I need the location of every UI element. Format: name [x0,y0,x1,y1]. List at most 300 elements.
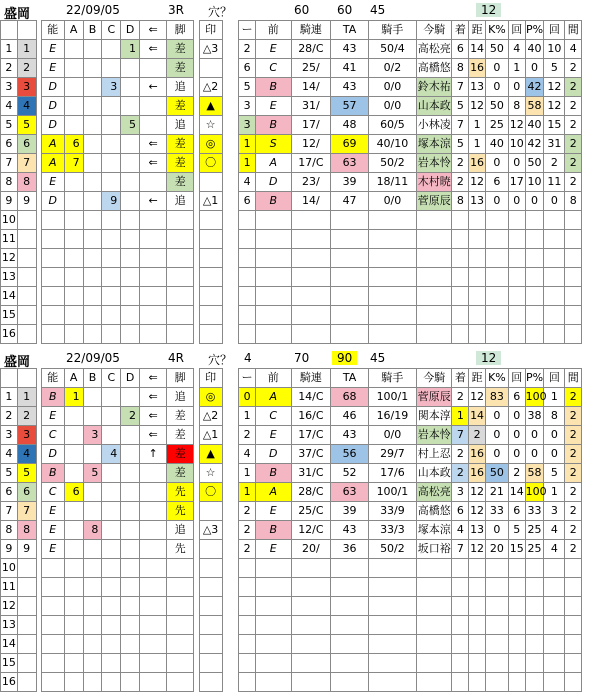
cell-nou: D [41,78,64,97]
cell-arr [140,597,167,616]
waku-number: 3 [17,426,36,445]
cell-ma: 2 [565,540,582,559]
cell-kr [291,287,331,306]
cell-nou: D [41,116,64,135]
cell-k: 4 [239,173,256,192]
cell-a [64,97,83,116]
cell-a [64,673,83,692]
cell-c [102,616,121,635]
cell-kr: 12/ [291,135,331,154]
cell-pp [525,635,544,654]
cell-nou: D [41,97,64,116]
cell-d [121,211,140,230]
table-row [1,325,599,344]
cell-pa [544,559,565,578]
column-header: 騎手 [368,369,416,388]
cell-a [64,306,83,325]
table-row [1,616,599,635]
cell-a [64,230,83,249]
cell-dist: 16 [469,154,486,173]
cell-kr: 37/C [291,445,331,464]
waku-number: 5 [17,464,36,483]
cell-c [102,578,121,597]
waku-number [17,635,36,654]
cell-nou [41,268,64,287]
table-row [1,654,599,673]
cell-a [64,325,83,344]
cell-pa: 0 [544,426,565,445]
column-header: 間 [565,369,582,388]
column-header: 回 [544,369,565,388]
column-header: 回 [508,369,525,388]
waku-number [17,249,36,268]
cell-arr [140,559,167,578]
cell-a: 6 [64,135,83,154]
cell-ka [508,673,525,692]
mark-cell: △3 [199,521,222,540]
cell-ma: 2 [565,502,582,521]
cell-ta: 39 [331,502,369,521]
row-number: 4 [1,445,18,464]
row-number: 4 [1,97,18,116]
column-header-row [1,21,599,40]
cell-nou: E [41,502,64,521]
cell-ima [416,654,452,673]
cell-ch [452,635,469,654]
cell-pa: 4 [544,540,565,559]
cell-nou [41,559,64,578]
cell-a: 6 [64,483,83,502]
cell-leg: 差 [167,59,194,78]
waku-number [17,268,36,287]
cell-kp: 0 [485,59,508,78]
cell-ch: 1 [452,407,469,426]
cell-a [64,59,83,78]
cell-kr: 14/C [291,388,331,407]
race-number: 4R [168,351,184,365]
cell-kj [368,306,416,325]
cell-ch [452,654,469,673]
cell-ima: 小林凌 [416,116,452,135]
cell-c [102,388,121,407]
cell-kj [368,559,416,578]
cell-kp: 40 [485,135,508,154]
cell-leg [167,230,194,249]
cell-c [102,268,121,287]
cell-ka: 0 [508,78,525,97]
gap [222,211,239,230]
cell-kp [485,249,508,268]
cell-kj [368,673,416,692]
cell-d [121,268,140,287]
gap [222,369,239,388]
cell-ma: 2 [565,59,582,78]
cell-leg: 差 [167,464,194,483]
column-header: TA [331,369,369,388]
cell-pa [544,306,565,325]
cell-leg: 先 [167,502,194,521]
waku-number: 5 [17,116,36,135]
mark-cell: ◎ [199,388,222,407]
cell-d [121,59,140,78]
cell-b [83,59,102,78]
waku-number: 4 [17,97,36,116]
cell-pp: 0 [525,445,544,464]
cell-nou: A [41,135,64,154]
cell-ta [331,673,369,692]
cell-kp [485,635,508,654]
cell-d [121,654,140,673]
cell-kp [485,268,508,287]
cell-ka [508,230,525,249]
cell-c [102,597,121,616]
cell-ma: 2 [565,426,582,445]
gap [222,173,239,192]
cell-arr [140,306,167,325]
gap [222,502,239,521]
cell-b [83,116,102,135]
cell-arr [140,521,167,540]
cell-d [121,388,140,407]
cell-ka: 8 [508,97,525,116]
race-header [0,0,606,20]
cell-c [102,230,121,249]
cell-ch [452,249,469,268]
cell-ch: 5 [452,135,469,154]
column-header: ⇐ [140,369,167,388]
mark-cell: ▲ [199,445,222,464]
cell-nou [41,230,64,249]
cell-k [239,635,256,654]
table-row [1,211,599,230]
mark-cell: ☆ [199,464,222,483]
row-number: 5 [1,464,18,483]
cell-b [83,616,102,635]
gap [582,502,599,521]
header-blank [17,21,36,40]
gap [582,654,599,673]
cell-dist [469,230,486,249]
cell-arr: ← [140,192,167,211]
column-header: K% [485,369,508,388]
cell-leg: 差 [167,97,194,116]
cell-kp: 50 [485,464,508,483]
cell-k: 5 [239,78,256,97]
cell-ka: 4 [508,40,525,59]
cell-ma [565,635,582,654]
cell-c [102,154,121,173]
cell-kp [485,654,508,673]
cell-pa [544,654,565,673]
cell-pa [544,325,565,344]
table-row [1,426,599,445]
cell-ta [331,230,369,249]
cell-ka: 0 [508,154,525,173]
cell-z [256,635,292,654]
mark-cell [199,540,222,559]
cell-ka [508,211,525,230]
cell-leg [167,325,194,344]
row-number: 6 [1,483,18,502]
cell-z: A [256,483,292,502]
cell-ch: 6 [452,502,469,521]
cell-ch: 6 [452,40,469,59]
cell-pp [525,230,544,249]
cell-z [256,306,292,325]
cell-ma: 2 [565,154,582,173]
gap [582,597,599,616]
column-header: D [121,369,140,388]
cell-ima: 高松亮 [416,483,452,502]
cell-kr: 20/ [291,540,331,559]
cell-ima [416,597,452,616]
cell-kj: 17/6 [368,464,416,483]
gap [582,388,599,407]
gap [582,97,599,116]
race-grid [0,20,599,344]
cell-c: 3 [102,78,121,97]
gap [582,306,599,325]
cell-kr [291,306,331,325]
cell-ta [331,325,369,344]
cell-d [121,445,140,464]
cell-pa [544,230,565,249]
cell-ma: 2 [565,97,582,116]
cell-ch [452,673,469,692]
cell-arr [140,287,167,306]
cell-a [64,40,83,59]
gap [222,635,239,654]
cell-pp [525,616,544,635]
cell-kj [368,597,416,616]
cell-leg: 先 [167,540,194,559]
cell-ma [565,268,582,287]
table-row [1,407,599,426]
cell-kp: 0 [485,78,508,97]
cell-kp [485,211,508,230]
cell-c [102,116,121,135]
column-header: ー [239,21,256,40]
cell-nou: D [41,192,64,211]
cell-z: D [256,173,292,192]
cell-b [83,559,102,578]
cell-ta [331,578,369,597]
cell-arr [140,211,167,230]
cell-kp [485,597,508,616]
mark-cell [199,635,222,654]
cell-z: A [256,388,292,407]
cell-ka: 6 [508,502,525,521]
cell-ima: 塚本涼 [416,135,452,154]
cell-pp [525,578,544,597]
cell-b [83,230,102,249]
cell-z: E [256,97,292,116]
distance-header: 12 [476,351,501,365]
cell-dist: 16 [469,464,486,483]
cell-kp [485,230,508,249]
cell-ima [416,635,452,654]
cell-kr: 31/ [291,97,331,116]
cell-ma [565,287,582,306]
cell-c [102,635,121,654]
cell-leg: 差 [167,154,194,173]
cell-pp: 25 [525,521,544,540]
cell-kp [485,287,508,306]
cell-d [121,173,140,192]
cell-ch: 7 [452,540,469,559]
cell-ima: 菅原辰 [416,388,452,407]
cell-pp: 10 [525,173,544,192]
ana-label: 穴？ [208,5,233,19]
gap [222,230,239,249]
cell-d: 2 [121,407,140,426]
cell-dist: 13 [469,192,486,211]
table-row [1,135,599,154]
cell-arr [140,116,167,135]
gap [582,635,599,654]
cell-dist: 12 [469,173,486,192]
cell-pa [544,211,565,230]
cell-kp: 33 [485,502,508,521]
race-header [0,348,606,368]
cell-dist: 12 [469,97,486,116]
cell-k [239,673,256,692]
cell-pp [525,287,544,306]
column-header: K% [485,21,508,40]
cell-dist: 12 [469,502,486,521]
cell-kp: 0 [485,426,508,445]
cell-kp: 50 [485,40,508,59]
cell-kr: 28/C [291,483,331,502]
cell-b [83,673,102,692]
cell-d [121,635,140,654]
cell-b: 8 [83,521,102,540]
cell-pp: 0 [525,192,544,211]
table-row [1,445,599,464]
cell-arr [140,654,167,673]
cell-z [256,249,292,268]
cell-pp [525,211,544,230]
cell-ma [565,325,582,344]
cell-arr [140,540,167,559]
cell-b [83,654,102,673]
cell-ma: 2 [565,135,582,154]
mark-cell [199,211,222,230]
column-header: 前 [256,369,292,388]
cell-pp: 40 [525,116,544,135]
row-number: 9 [1,540,18,559]
cell-ima: 村上忍 [416,445,452,464]
cell-leg: 差 [167,426,194,445]
cell-c [102,521,121,540]
cell-pa: 11 [544,173,565,192]
row-number: 3 [1,426,18,445]
cell-ta: 57 [331,97,369,116]
cell-kr: 17/ [291,116,331,135]
cell-z: E [256,502,292,521]
column-header: 前 [256,21,292,40]
cell-b [83,135,102,154]
cell-z: E [256,540,292,559]
cell-ta [331,559,369,578]
cell-c [102,211,121,230]
race-3r-table [0,0,606,344]
gap [222,483,239,502]
column-header: D [121,21,140,40]
cell-ma: 2 [565,445,582,464]
cell-a [64,116,83,135]
cell-dist [469,578,486,597]
cell-arr [140,268,167,287]
cell-dist: 2 [469,426,486,445]
cell-pa: 5 [544,59,565,78]
column-header: 能 [41,21,64,40]
mark-cell: △1 [199,192,222,211]
gap [222,249,239,268]
cell-b [83,268,102,287]
gap [582,154,599,173]
gap [582,211,599,230]
cell-ka: 12 [508,116,525,135]
cell-dist [469,654,486,673]
score-3: 45 [370,3,386,17]
cell-kp: 83 [485,388,508,407]
cell-ch: 2 [452,154,469,173]
cell-k [239,325,256,344]
cell-ka [508,597,525,616]
gap [222,540,239,559]
cell-kr: 16/C [291,407,331,426]
gap [222,616,239,635]
cell-ta [331,597,369,616]
cell-dist [469,325,486,344]
cell-ta: 63 [331,154,369,173]
table-row [1,483,599,502]
mark-cell: △2 [199,407,222,426]
cell-a [64,635,83,654]
cell-b [83,445,102,464]
cell-pa: 8 [544,407,565,426]
cell-a [64,268,83,287]
cell-ta [331,616,369,635]
cell-b [83,154,102,173]
cell-ka: 15 [508,540,525,559]
cell-nou: B [41,464,64,483]
cell-ka [508,559,525,578]
cell-kp: 21 [485,483,508,502]
column-header: 印 [199,21,222,40]
cell-dist: 1 [469,135,486,154]
cell-c [102,97,121,116]
gap [582,21,599,40]
header-blank [1,369,18,388]
cell-k: 2 [239,426,256,445]
cell-kr: 28/C [291,40,331,59]
cell-kj: 33/9 [368,502,416,521]
cell-c [102,540,121,559]
cell-nou: C [41,483,64,502]
cell-leg [167,287,194,306]
cell-pp [525,673,544,692]
cell-ma [565,616,582,635]
waku-number: 2 [17,59,36,78]
cell-d: 5 [121,116,140,135]
column-header: 距 [469,369,486,388]
cell-ka [508,325,525,344]
waku-number [17,616,36,635]
cell-a [64,426,83,445]
cell-leg [167,597,194,616]
